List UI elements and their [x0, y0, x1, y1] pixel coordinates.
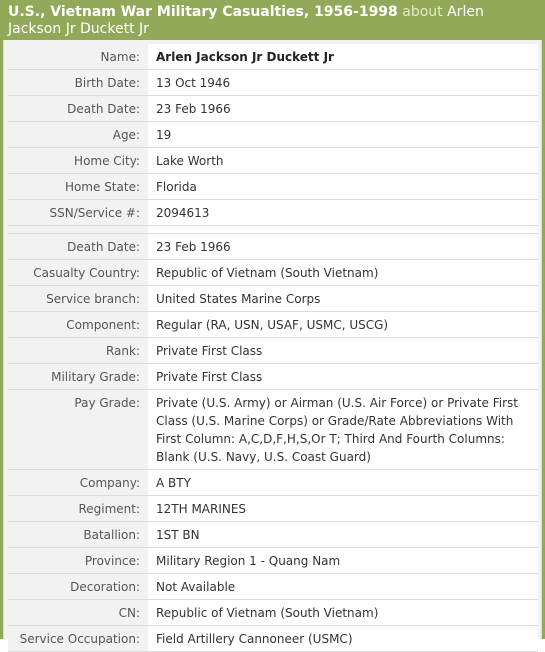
detail-label: Service branch: [8, 286, 148, 312]
detail-label: Death Date: [8, 96, 148, 122]
detail-value: A BTY [148, 470, 538, 496]
detail-row-component [8, 312, 538, 338]
detail-value: Republic of Vietnam (South Vietnam) [148, 600, 538, 626]
detail-value: 1ST BN [148, 522, 538, 548]
detail-value: 23 Feb 1966 [148, 96, 538, 122]
detail-label: Home City: [8, 148, 148, 174]
detail-row-age [8, 122, 538, 148]
detail-row-home-state [8, 174, 538, 200]
detail-value: 12TH MARINES [148, 496, 538, 522]
detail-row-regiment [8, 496, 538, 522]
record-header [0, 0, 545, 40]
detail-row-home-city [8, 148, 538, 174]
detail-row-military-grade [8, 364, 538, 390]
detail-value: Republic of Vietnam (South Vietnam) [148, 260, 538, 286]
detail-value: 23 Feb 1966 [148, 234, 538, 260]
detail-value: Regular (RA, USN, USAF, USMC, USCG) [148, 312, 538, 338]
detail-label: Casualty Country: [8, 260, 148, 286]
detail-row-service-branch [8, 286, 538, 312]
detail-value: United States Marine Corps [148, 286, 538, 312]
detail-row-death-date [8, 96, 538, 122]
detail-value: Military Region 1 - Quang Nam [148, 548, 538, 574]
detail-row-batallion [8, 522, 538, 548]
detail-row-ssn [8, 200, 538, 226]
detail-label: Death Date: [8, 234, 148, 260]
collection-title-link[interactable]: U.S., Vietnam War Military Casualties, 1956-1998 [8, 4, 398, 20]
detail-value: Private First Class [148, 364, 538, 390]
detail-value: 13 Oct 1946 [148, 70, 538, 96]
detail-value: Private (U.S. Army) or Airman (U.S. Air Force) or Private First Class (U.S. Marine Corps) or Grade/Rate Abbreviations With First Column: A,C,D,F,H,S,Or T; Third And Fourth Columns: Blank (U.S. Navy, U.S. Coast Guard) [148, 390, 538, 470]
about-label: about [402, 4, 443, 20]
details-panel [3, 40, 542, 646]
detail-label: Rank: [8, 338, 148, 364]
person-name-title: Arlen Jackson Jr Duckett Jr [8, 4, 484, 37]
detail-label: Home State: [8, 174, 148, 200]
detail-label: Name: [8, 44, 148, 70]
detail-label: Regiment: [8, 496, 148, 522]
detail-label: Age: [8, 122, 148, 148]
detail-label: CN: [8, 600, 148, 626]
detail-label: Decoration: [8, 574, 148, 600]
detail-label: SSN/Service #: [8, 200, 148, 226]
detail-row-company [8, 470, 538, 496]
detail-value: 19 [148, 122, 538, 148]
detail-label: Service Occupation: [8, 626, 148, 652]
detail-label: Company: [8, 470, 148, 496]
detail-value: Not Available [148, 574, 538, 600]
section-divider [8, 226, 538, 234]
detail-row-province [8, 548, 538, 574]
detail-label: Military Grade: [8, 364, 148, 390]
detail-label: Batallion: [8, 522, 148, 548]
detail-value: 2094613 [148, 200, 538, 226]
detail-label: Birth Date: [8, 70, 148, 96]
detail-label: Pay Grade: [8, 390, 148, 470]
detail-value: Arlen Jackson Jr Duckett Jr [148, 44, 538, 70]
detail-value: Florida [148, 174, 538, 200]
detail-value: Lake Worth [148, 148, 538, 174]
detail-value: Field Artillery Cannoneer (USMC) [148, 626, 538, 652]
detail-row-name [8, 44, 538, 70]
detail-label: Province: [8, 548, 148, 574]
detail-row-casualty-country [8, 260, 538, 286]
detail-label: Component: [8, 312, 148, 338]
detail-row-death-date-2 [8, 234, 538, 260]
detail-row-pay-grade [8, 390, 538, 470]
detail-value: Private First Class [148, 338, 538, 364]
detail-row-rank [8, 338, 538, 364]
detail-row-birth-date [8, 70, 538, 96]
details-table [8, 44, 538, 652]
detail-row-decoration [8, 574, 538, 600]
detail-row-cn [8, 600, 538, 626]
